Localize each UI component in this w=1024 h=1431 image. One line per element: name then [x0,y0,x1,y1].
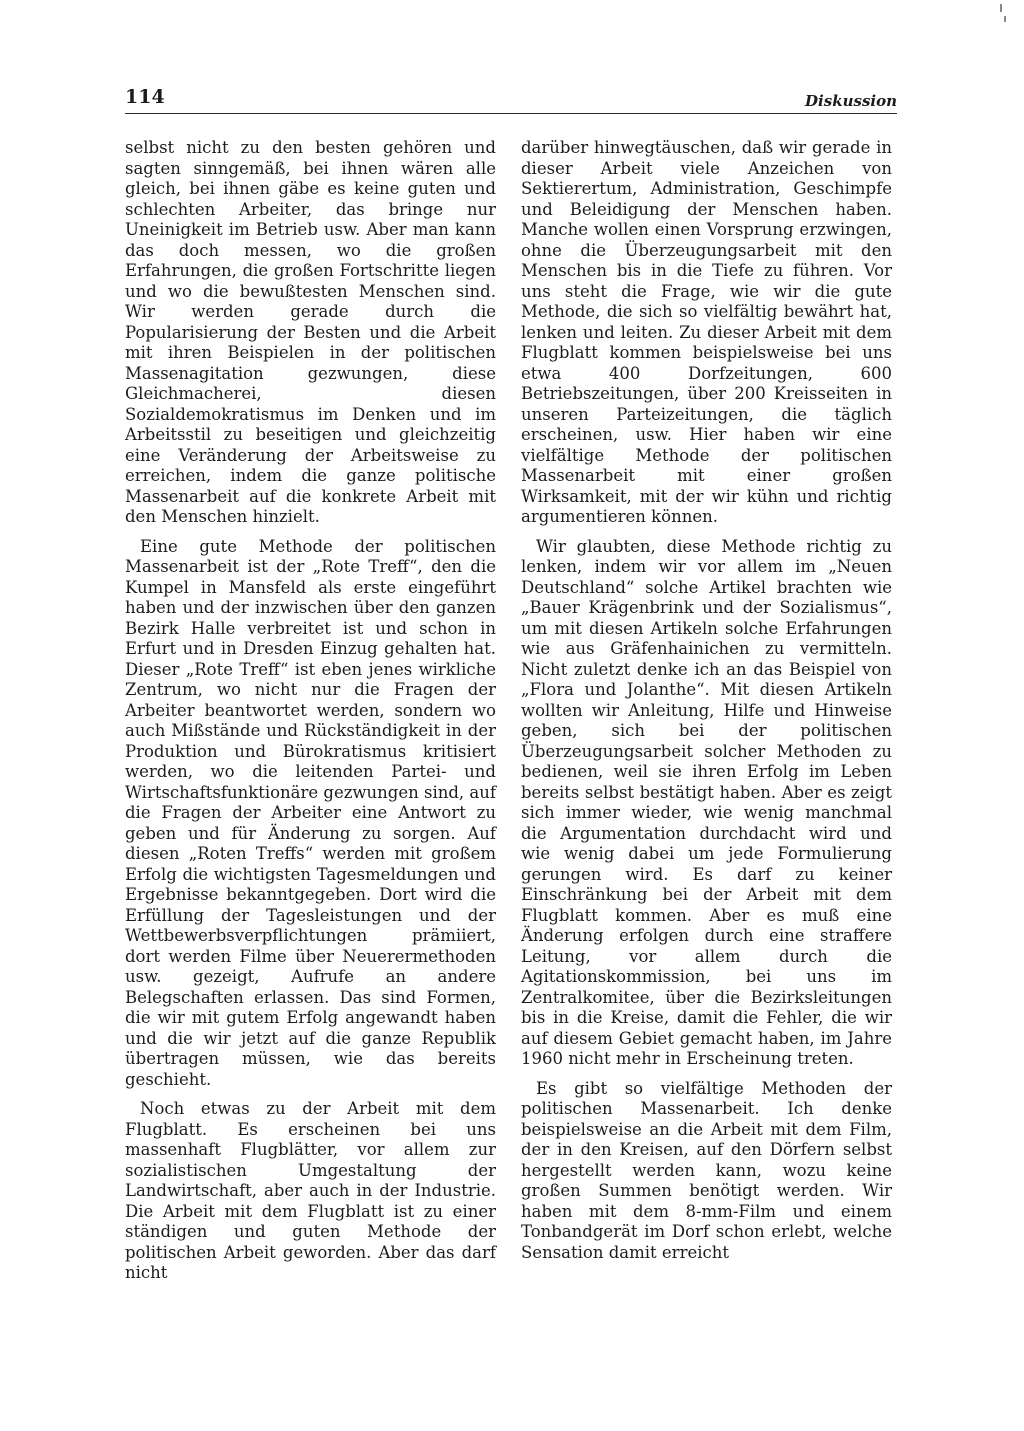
left-column [125,138,496,1293]
page-header [125,86,897,116]
running-head: Diskussion [805,92,897,110]
scan-edge-marks [994,0,1014,40]
paragraph: Es gibt so vielfältige Methoden der politischen Massenarbeit. Ich denke beispielsweise an die Arbeit mit dem Film, der in den Kreisen, auf den Dörfern selbst hergestellt werden kann, wozu keine großen Summen benötigt werden. Wir haben mit dem 8-mm-Film und einem Tonbandgerät im Dorf schon erlebt, welche Sensation damit erreicht [521,1078,892,1262]
paragraph: darüber hinwegtäuschen, daß wir gerade in dieser Arbeit viele Anzeichen von Sektierertum, Administration, Geschimpfe und Beleidigung der Menschen haben. Manche wollen einen Vorsprung erzwingen, ohne die Überzeugungsarbeit mit den Menschen bis in die Tiefe zu führen. Vor uns steht die Frage, wie wir die gute Methode, die sich so vielfältig bewährt hat, lenken und leiten. Zu dieser Arbeit mit dem Flugblatt kommen beispielsweise bei uns etwa 400 Dorfzeitungen, 600 Betriebszeitungen, über 200 Kreisseiten in unseren Parteizeitungen, die täglich erscheinen, usw. Hier haben wir eine vielfältige Methode der politischen Massenarbeit mit einer großen Wirksamkeit, mit der wir kühn und richtig argumentieren können. [521,138,892,526]
paragraph: Noch etwas zu der Arbeit mit dem Flugblatt. Es erscheinen bei uns massenhaft Flugblätter, vor allem zur sozialistischen Umgestaltung der Landwirtschaft, aber auch in der Industrie. Die Arbeit mit dem Flugblatt ist zu einer ständigen und guten Methode der politischen Arbeit geworden. Aber das darf nicht [125,1099,496,1282]
header-rule [125,113,897,114]
right-column [521,138,892,1272]
paragraph: Wir glaubten, diese Methode richtig zu lenken, indem wir vor allem im „Neuen Deutschland“ solche Artikel brachten wie „Bauer Krägenbrink und der Sozialismus“, um mit diesen Artikeln solche Erfahrungen wie aus Gräfenhainichen zu vermitteln. Nicht zuletzt denke ich an das Beispiel von „Flora und Jolanthe“. Mit diesen Artikeln wollten wir Anleitung, Hilfe und Hinweise geben, sich bei der politischen Überzeugungsarbeit solcher Methoden zu bedienen, weil sie ihren Erfolg im Leben bereits selbst bestätigt haben. Aber es zeigt sich immer wieder, wie wenig manchmal die Argumentation durchdacht wird und wie wenig dabei um jede Formulierung gerungen wird. Es darf zu keiner Einschränkung bei der Arbeit mit dem Flugblatt kommen. Aber es muß eine Änderung erfolgen durch eine straffere Leitung, vor allem durch die Agitationskommission, bei uns im Zentralkomitee, über die Bezirksleitungen bis in die Kreise, damit die Fehler, die wir auf diesem Gebiet gemacht haben, im Jahre 1960 nicht mehr in Erscheinung treten. [521,536,892,1068]
paragraph: selbst nicht zu den besten gehören und sagten sinngemäß, bei ihnen wären alle gleich, bei ihnen gäbe es keine guten und schlechten Arbeiter, das bringe nur Uneinigkeit im Betrieb usw. Aber man kann das doch messen, wo die großen Erfahrungen, die großen Fortschritte liegen und wo die bewußtesten Menschen sind. Wir werden gerade durch die Popularisierung der Besten und die Arbeit mit ihren Beispielen in der politischen Massenagitation gezwungen, diese Gleichmacherei, diesen Sozialdemokratismus im Denken und im Arbeitsstil zu beseitigen und gleichzeitig eine Veränderung der Arbeitsweise zu erreichen, indem die ganze politische Massenarbeit auf die konkrete Arbeit mit den Menschen hinzielt. [125,138,496,526]
paragraph: Eine gute Methode der politischen Massenarbeit ist der „Rote Treff“, den die Kumpel in Mansfeld als erste eingeführt haben und der inzwischen über den ganzen Bezirk Halle verbreitet ist und schon in Erfurt und in Dresden Einzug gehalten hat. Dieser „Rote Treff“ ist eben jenes wirkliche Zentrum, wo nicht nur die Fragen der Arbeiter beantwortet werden, sondern wo auch Mißstände und Rückständigkeit in der Produktion und Bürokratismus kritisiert werden, wo die leitenden Partei- und Wirtschaftsfunktionäre gezwungen sind, auf die Fragen der Arbeiter eine Antwort zu geben und für Änderung zu sorgen. Auf diesen „Roten Treffs“ werden mit großem Erfolg die wichtigsten Tagesmeldungen und Ergebnisse bekanntgegeben. Dort wird die Erfüllung der Tagesleistungen und der Wettbewerbsverpflichtungen prämiiert, dort werden Filme über Neuerermethoden usw. gezeigt, Aufrufe an andere Belegschaften erlassen. Das sind Formen, die wir mit gutem Erfolg angewandt haben und die wir jetzt auf die ganze Republik übertragen müssen, wie das bereits geschieht. [125,536,496,1089]
page-number: 114 [125,86,165,108]
